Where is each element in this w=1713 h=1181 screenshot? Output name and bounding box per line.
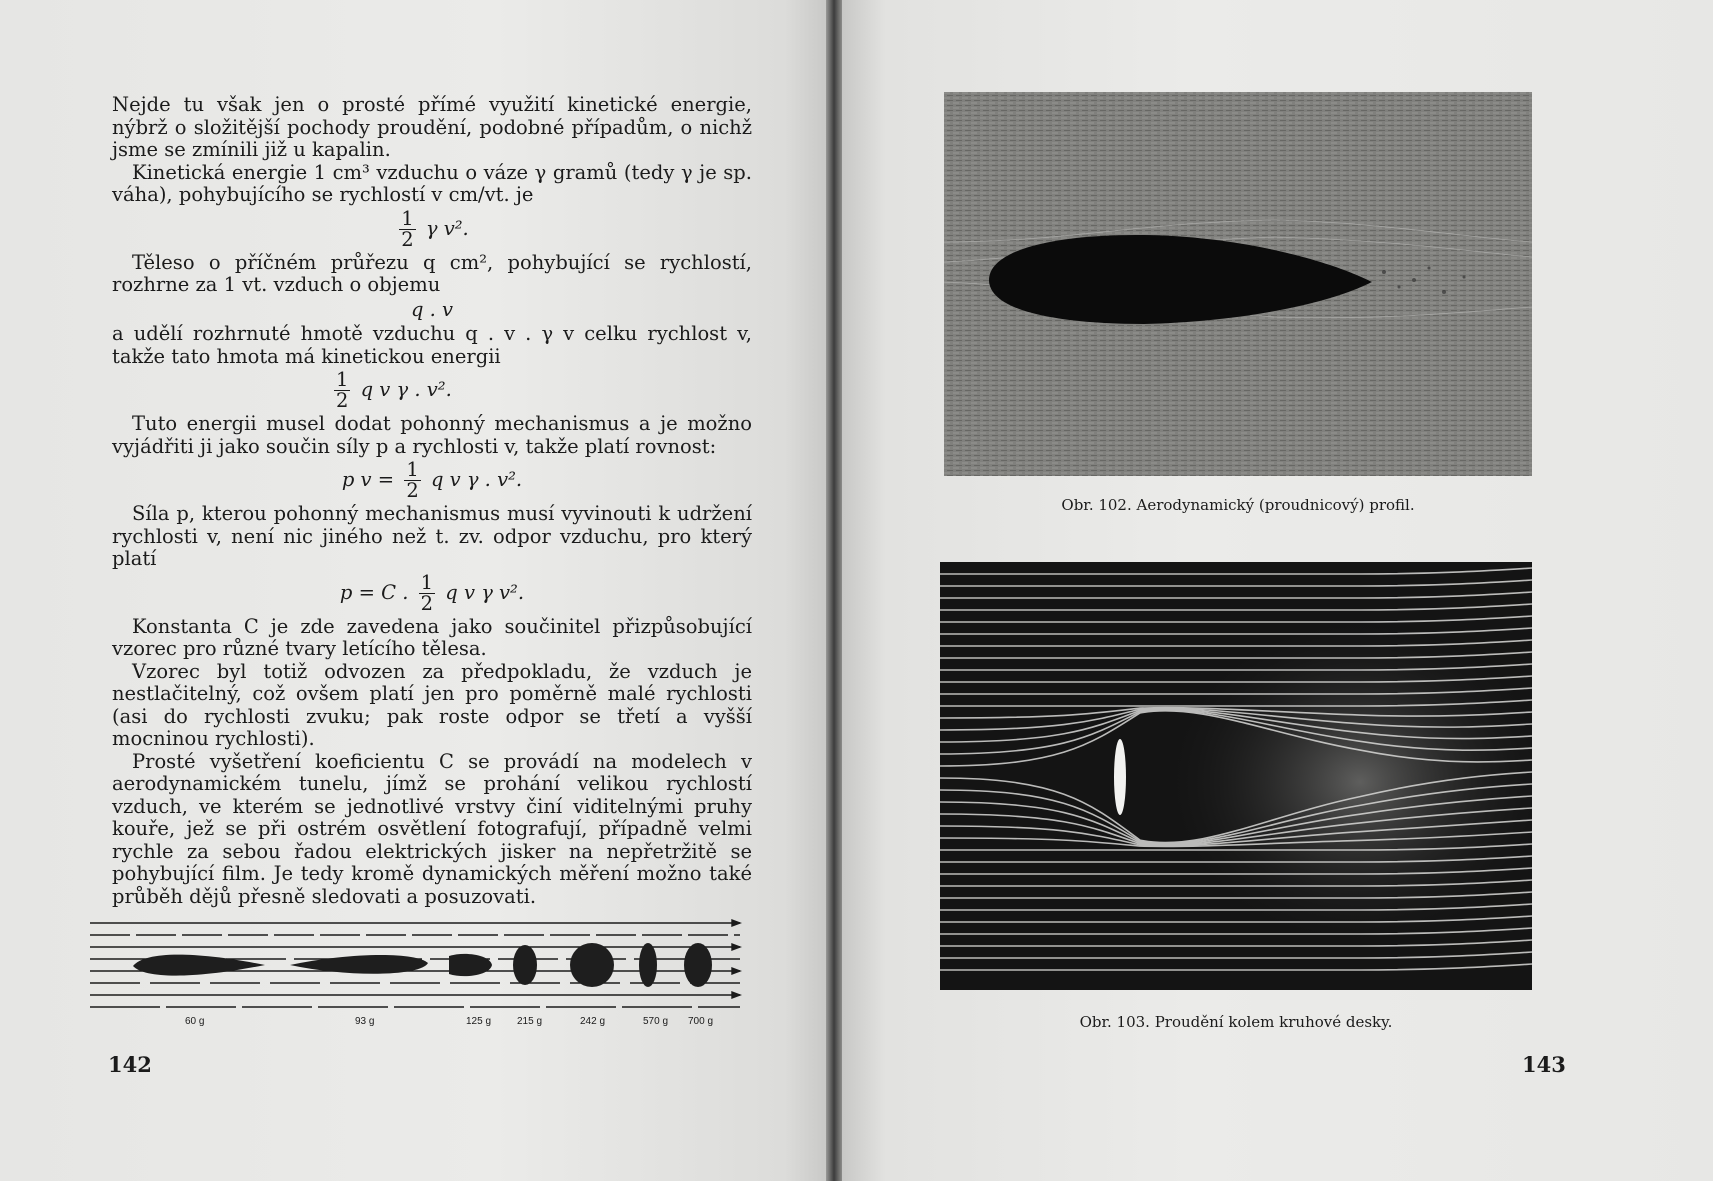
formula-rest: q v γ v². [445, 580, 525, 604]
weight-label: 125 g [466, 1016, 492, 1027]
fraction-denominator: 2 [336, 389, 349, 412]
circular-disc [1114, 739, 1126, 815]
book-gutter [826, 0, 842, 1181]
formula-kinetic [112, 206, 752, 251]
formula-equality [112, 460, 752, 501]
fraction-denominator: 2 [406, 479, 419, 502]
formula-volume: q . v [410, 297, 454, 321]
page-number: 143 [1522, 1052, 1566, 1077]
paragraph: Prosté vyšetření koeficientu C se provádí na modelech v aerodynamickém tunelu, jímž se prohání velikou rychlostí vzduch, ve kterém se jednotlivé vrstvy činí viditelnými pruhy kouře, jež se při ostrém osvětlení fotografují, případně velmi rychle za sebou řadou elektrických jisker na nepřetržitě se pohybující film. Je tedy kromě dynamických měření možno také průběh dějů přesně sledovati a posuzovati. [112, 749, 752, 908]
streamlined-body-60g [133, 955, 265, 976]
fraction-numerator: 1 [420, 570, 434, 594]
right-page [842, 0, 1713, 1181]
weight-label: 215 g [517, 1016, 543, 1027]
paragraph: Konstanta C je zde zavedena jako součinitel přizpůsobující vzorec pro různé tvary letícího tělesa. [112, 614, 752, 660]
paragraph: Těleso o příčném průřezu q cm², pohybující se rychlostí, rozhrne za 1 vt. vzduch o objemu [112, 250, 752, 296]
formula-energy [112, 370, 752, 411]
weight-label: 570 g [643, 1016, 669, 1027]
paragraph: Vzorec byl totiž odvozen za předpokladu, že vzduch je nestlačitelný, což ovšem platí jen pro poměrně malé rychlosti (asi do rychlosti zvuku; pak roste odpor se třetí a vyšší mocninou rychlosti). [112, 659, 752, 750]
disc-flow-photo [940, 562, 1532, 990]
fraction-numerator: 1 [401, 206, 414, 230]
weight-label: 700 g [688, 1016, 714, 1027]
paragraph: Síla p, kterou pohonný mechanismus musí vyvinouti k udržení rychlosti v, není nic jiného než t. zv. odpor vzduchu, pro který platí [112, 502, 752, 570]
formula-lhs: p = C . [339, 580, 409, 604]
formula-rest: γ v². [425, 216, 469, 240]
weight-label: 93 g [355, 1016, 375, 1027]
fraction-denominator: 2 [401, 227, 414, 251]
paragraph: Tuto energii musel dodat pohonný mechanismus a je možno vyjádřiti ji jako součin síly p a rychlosti v, takže platí rovnost: [112, 412, 752, 458]
body-text [112, 94, 752, 908]
drag-shapes-figure [85, 905, 745, 1029]
paragraph: Kinetická energie 1 cm³ vzduchu o váze γ gramů (tedy γ je sp. váha), pohybujícího se rychlostí v cm/vt. je [112, 160, 752, 206]
fraction-numerator: 1 [406, 458, 419, 481]
airfoil-photo [944, 92, 1532, 476]
paragraph: a udělí rozhrnuté hmotě vzduchu q . v . γ v celku rychlost v, takže tato hmota má kinetickou energii [112, 322, 752, 368]
disc-body-570g [639, 943, 657, 987]
formula-rest: q v γ . v². [360, 378, 452, 401]
paragraph: Nejde tu však jen o prosté přímé využití kinetické energie, nýbrž o složitější pochody proudění, podobné případům, o nichž jsme se zmínili již u kapalin. [112, 93, 752, 161]
page-number: 142 [108, 1052, 152, 1077]
sphere-body-242g [570, 943, 614, 987]
formula-lhs: p v = [341, 468, 395, 491]
caption-airfoil: Obr. 102. Aerodynamický (proudnicový) profil. [1061, 496, 1415, 514]
fraction-numerator: 1 [336, 368, 349, 391]
formula-rest: q v γ . v². [430, 468, 523, 491]
hemisphere-body-125g [449, 954, 492, 976]
caption-disc: Obr. 103. Proudění kolem kruhové desky. [1079, 1013, 1393, 1031]
weight-label: 242 g [580, 1016, 606, 1027]
weight-label: 60 g [185, 1016, 205, 1027]
fraction-denominator: 2 [420, 591, 434, 615]
formula-drag [112, 570, 752, 615]
half-sphere-body-215g [513, 945, 537, 985]
left-page [0, 0, 826, 1181]
cup-body-700g [684, 943, 712, 987]
